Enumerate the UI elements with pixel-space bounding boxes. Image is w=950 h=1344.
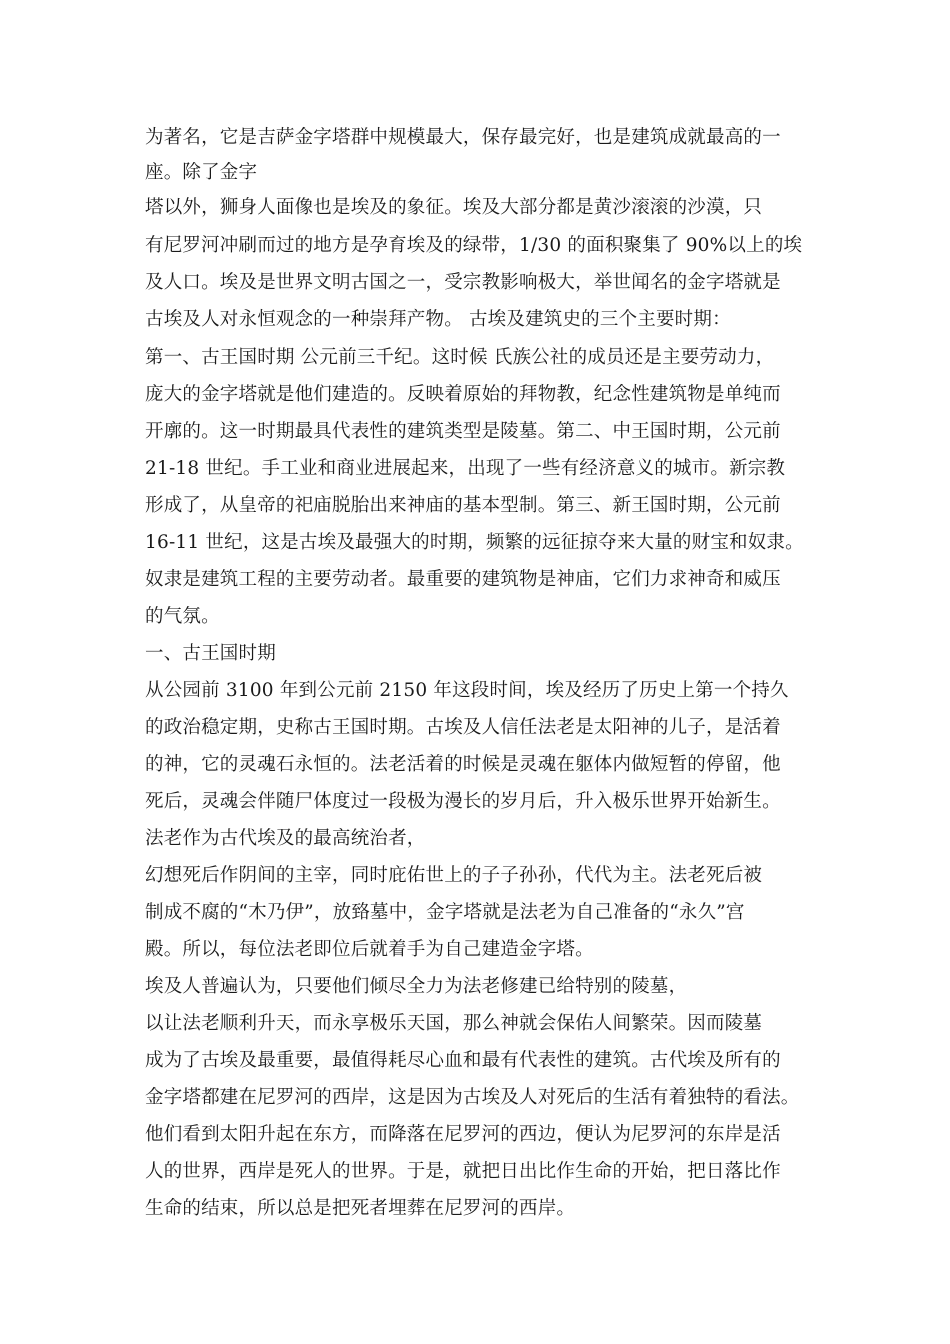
text-line: 法老作为古代埃及的最高统治者，: [145, 828, 426, 849]
text-line: 成为了古埃及最重要，最值得耗尽心血和最有代表性的建筑。古代埃及所有的: [145, 1050, 781, 1071]
text-line: 死后，灵魂会伴随尸体度过一段极为漫长的岁月后，升入极乐世界开始新生。: [145, 791, 781, 812]
text-line: 开廓的。这一时期最具代表性的建筑类型是陵墓。第二、中王国时期，公元前: [145, 421, 781, 442]
text-line: 幻想死后作阴间的主宰，同时庇佑世上的子子孙孙，代代为主。法老死后被: [145, 865, 763, 886]
text-line: 的政治稳定期，史称古王国时期。古埃及人信任法老是太阳神的儿子，是活着: [145, 717, 781, 738]
text-line: 人的世界，西岸是死人的世界。于是，就把日出比作生命的开始，把日落比作: [145, 1161, 781, 1182]
section-heading: 一、古王国时期: [145, 643, 276, 664]
text-line: 埃及人普遍认为，只要他们倾尽全力为法老修建已给特别的陵墓，: [145, 976, 688, 997]
text-line: 21-18 世纪。手工业和商业进展起来，出现了一些有经济意义的城市。新宗教: [145, 458, 786, 479]
text-line: 塔以外，狮身人面像也是埃及的象征。埃及大部分都是黄沙滚滚的沙漠，只: [145, 197, 763, 218]
text-line: 金字塔都建在尼罗河的西岸，这是因为古埃及人对死后的生活有着独特的看法。: [145, 1087, 800, 1108]
text-line: 生命的结束，所以总是把死者埋葬在尼罗河的西岸。: [145, 1198, 576, 1219]
text-line: 古埃及人对永恒观念的一种崇拜产物。 古埃及建筑史的三个主要时期：: [145, 309, 731, 330]
text-line: 的气氛。: [145, 606, 220, 627]
text-line: 以让法老顺利升天，而永享极乐天国，那么神就会保佑人间繁荣。因而陵墓: [145, 1013, 763, 1034]
text-line: 的神，它的灵魂石永恒的。法老活着的时候是灵魂在躯体内做短暂的停留，他: [145, 754, 781, 775]
text-line: 庞大的金字塔就是他们建造的。反映着原始的拜物教，纪念性建筑物是单纯而: [145, 384, 781, 405]
text-line: 他们看到太阳升起在东方，而降落在尼罗河的西边，便认为尼罗河的东岸是活: [145, 1124, 781, 1145]
text-line: 第一、古王国时期 公元前三千纪。这时候 氏族公社的成员还是主要劳动力，: [145, 347, 775, 368]
text-line: 奴隶是建筑工程的主要劳动者。最重要的建筑物是神庙，它们力求神奇和威压: [145, 569, 781, 590]
text-line: 座。除了金字: [145, 162, 258, 183]
text-line: 为著名，它是吉萨金字塔群中规模最大，保存最完好，也是建筑成就最高的一: [145, 127, 781, 148]
text-line: 殿。所以，每位法老即位后就着手为自己建造金字塔。: [145, 939, 594, 960]
text-line: 制成不腐的“木乃伊”，放臵墓中，金字塔就是法老为自己准备的“永久”宫: [145, 902, 745, 923]
text-line: 从公园前 3100 年到公元前 2150 年这段时间，埃及经历了历史上第一个持久: [145, 680, 789, 701]
text-line: 16-11 世纪，这是古埃及最强大的时期，频繁的远征掠夺来大量的财宝和奴隶。: [145, 532, 804, 553]
text-line: 形成了，从皇帝的祀庙脱胎出来神庙的基本型制。第三、新王国时期，公元前: [145, 495, 781, 516]
text-line: 有尼罗河冲刷而过的地方是孕育埃及的绿带，1/30 的面积聚集了 90%以上的埃: [145, 235, 803, 256]
text-line: 及人口。埃及是世界文明古国之一，受宗教影响极大，举世闻名的金字塔就是: [145, 272, 781, 293]
